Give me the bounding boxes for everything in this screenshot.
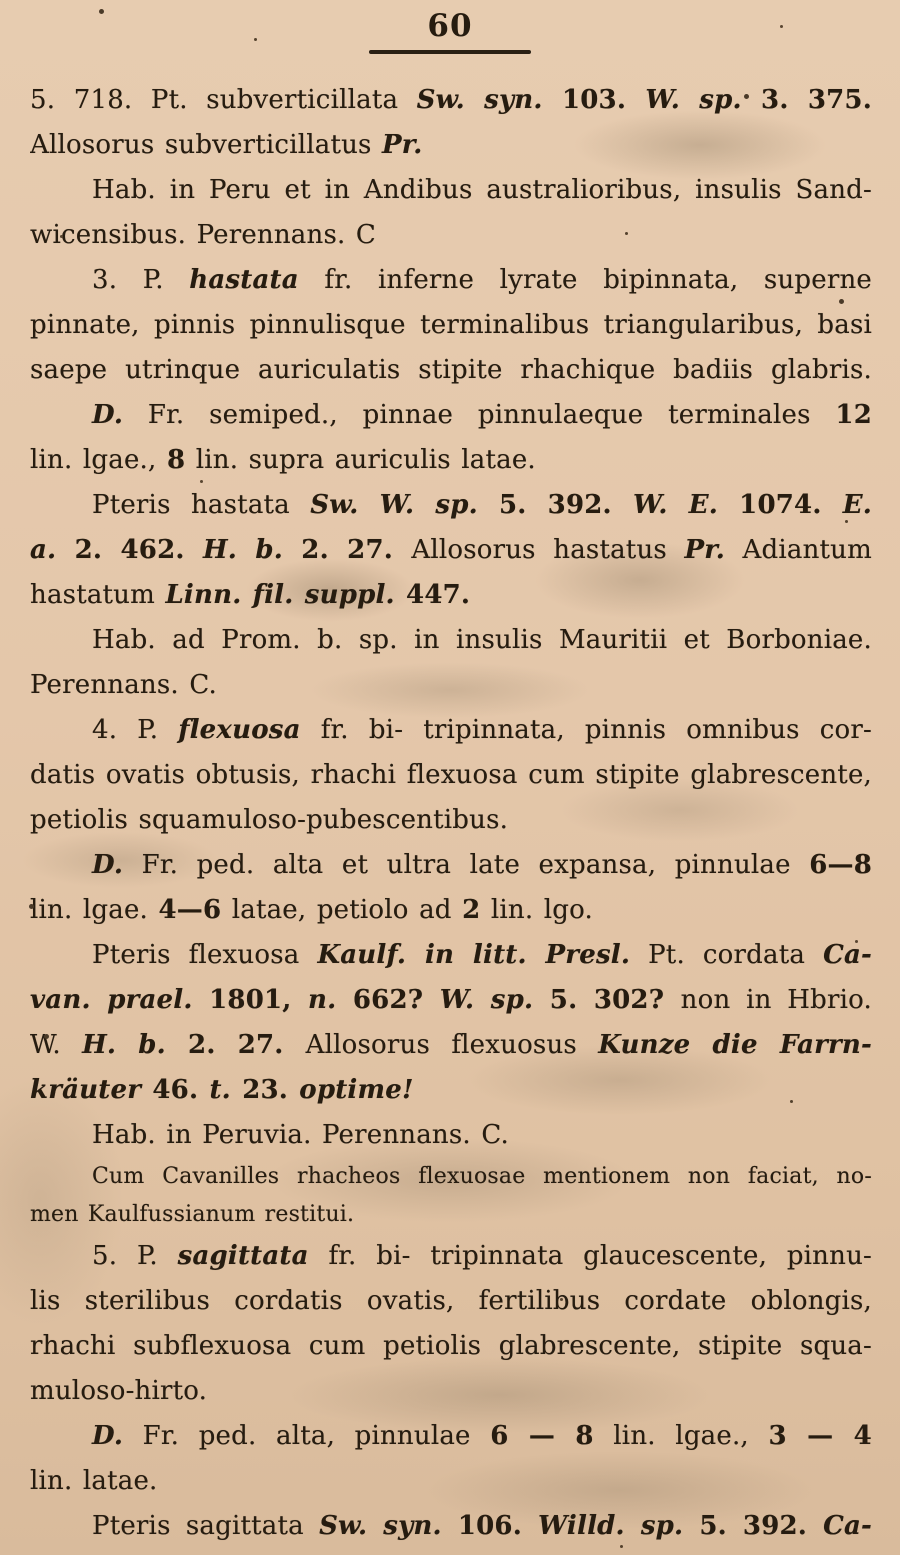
text-segment: Pr. bbox=[684, 535, 725, 565]
text-segment: wicensibus. Perennans. C bbox=[30, 220, 377, 250]
text-line bbox=[30, 888, 872, 933]
text-segment: van. prael. bbox=[30, 985, 193, 1015]
text-line bbox=[30, 1414, 872, 1459]
page-number: 60 bbox=[427, 8, 473, 44]
text-line bbox=[30, 1324, 872, 1369]
text-line bbox=[30, 1279, 872, 1324]
page-header bbox=[0, 0, 900, 54]
text-segment: Pteris hastata bbox=[92, 490, 311, 520]
text-segment: 3. P. bbox=[92, 265, 190, 295]
text-segment: n. bbox=[308, 985, 337, 1015]
paragraph bbox=[30, 1234, 872, 1414]
text-segment: fr. bi- tripinnata glaucescente, pinnu- bbox=[308, 1241, 872, 1271]
text-segment: Allosorus subverticillatus bbox=[30, 130, 383, 160]
text-segment: 4—6 bbox=[158, 895, 222, 925]
text-segment: 103. bbox=[542, 85, 646, 115]
text-segment: 6 — 8 bbox=[490, 1421, 594, 1451]
text-segment: W. sp. bbox=[645, 85, 742, 115]
text-segment: latae, petiolo ad bbox=[221, 895, 463, 925]
text-segment: 3 — 4 bbox=[768, 1421, 872, 1451]
text-line bbox=[30, 1369, 872, 1414]
text-line bbox=[30, 798, 872, 843]
text-segment: Fr. semiped., pinnae pinnulaeque terminales bbox=[123, 400, 836, 430]
paragraph bbox=[30, 1414, 872, 1504]
text-segment: lin. lgae., bbox=[30, 445, 167, 475]
text-segment: sagittata bbox=[177, 1241, 309, 1271]
text-segment: 2. 27. bbox=[282, 535, 412, 565]
text-line bbox=[30, 663, 872, 708]
text-segment: Kunze die Farrn- bbox=[598, 1030, 872, 1060]
text-segment: Hab. ad Prom. b. sp. in insulis Mauritii et Borboniae. bbox=[92, 625, 872, 655]
text-segment: Allosorus hastatus bbox=[411, 535, 685, 565]
text-segment: H. b. bbox=[202, 535, 283, 565]
text-segment: 23. bbox=[230, 1075, 300, 1105]
text-line bbox=[30, 123, 872, 168]
text-segment: pinnate, pinnis pinnulisque terminalibus triangularibus, basi bbox=[30, 310, 872, 340]
text-line bbox=[30, 213, 872, 258]
text-segment: lin. lgae., bbox=[593, 1421, 769, 1451]
text-segment: rhachi subflexuosa cum petiolis glabrescente, stipite squa- bbox=[30, 1331, 872, 1361]
text-segment: 46. bbox=[141, 1075, 210, 1105]
text-segment: muloso-hirto. bbox=[30, 1376, 208, 1406]
text-segment: t. bbox=[209, 1075, 231, 1105]
paragraph bbox=[30, 1158, 872, 1234]
text-segment: 3. 375. bbox=[741, 85, 872, 115]
text-line bbox=[30, 168, 872, 213]
text-segment: 662? bbox=[336, 985, 440, 1015]
paragraph bbox=[30, 933, 872, 1113]
text-segment: H. b. bbox=[82, 1030, 166, 1060]
text-segment: Fr. ped. alta, pinnulae bbox=[123, 1421, 491, 1451]
paragraph bbox=[30, 483, 872, 618]
text-segment: W. sp. bbox=[439, 985, 534, 1015]
text-segment: 106. bbox=[441, 1511, 538, 1541]
text-segment: D. bbox=[92, 1421, 124, 1451]
text-line bbox=[30, 618, 872, 663]
text-segment: a. bbox=[30, 535, 57, 565]
text-segment: 5. P. bbox=[92, 1241, 178, 1271]
text-segment: Perennans. C. bbox=[30, 670, 217, 700]
text-segment: Pteris flexuosa bbox=[92, 940, 318, 970]
text-line bbox=[30, 1023, 872, 1068]
text-line bbox=[30, 573, 872, 618]
text-line bbox=[30, 708, 872, 753]
text-segment: Pt. cordata bbox=[630, 940, 824, 970]
text-line bbox=[30, 1504, 872, 1549]
text-segment: lin. lgo. bbox=[480, 895, 594, 925]
text-line bbox=[30, 1068, 872, 1113]
text-line bbox=[30, 528, 872, 573]
text-segment: 2 bbox=[462, 895, 481, 925]
text-line bbox=[30, 1196, 872, 1234]
text-line bbox=[30, 78, 872, 123]
text-segment: E. bbox=[842, 490, 872, 520]
text-segment: 1074. bbox=[718, 490, 843, 520]
text-segment: petiolis squamuloso-pubescentibus. bbox=[30, 805, 509, 835]
text-segment: 2. 462. bbox=[56, 535, 203, 565]
text-segment: Cum Cavanilles rhacheos flexuosae mentionem non faciat, no- bbox=[92, 1164, 872, 1189]
text-line bbox=[30, 843, 872, 888]
text-segment: 6—8 bbox=[809, 850, 872, 880]
text-segment: Hab. in Peruvia. Perennans. C. bbox=[92, 1120, 509, 1150]
paragraph bbox=[30, 1504, 872, 1549]
text-segment: lin. latae. bbox=[30, 1466, 158, 1496]
text-segment: Hab. in Peru et in Andibus australioribus, insulis Sand- bbox=[92, 175, 872, 205]
text-segment: Kaulf. in litt. Presl. bbox=[317, 940, 631, 970]
text-segment: W. bbox=[30, 1030, 83, 1060]
text-segment: 4. P. bbox=[92, 715, 179, 745]
paragraph bbox=[30, 618, 872, 708]
text-segment: fr. inferne lyrate bipinnata, superne bbox=[298, 265, 872, 295]
text-line bbox=[30, 978, 872, 1023]
text-segment: Sw. syn. bbox=[416, 85, 543, 115]
paragraph bbox=[30, 78, 872, 168]
text-line bbox=[30, 483, 872, 528]
text-segment: fr. bi- tripinnata, pinnis omnibus cor- bbox=[300, 715, 872, 745]
paragraph bbox=[30, 1113, 872, 1158]
text-segment: D. bbox=[92, 850, 124, 880]
text-segment: 5. 718. Pt. subverticillata bbox=[30, 85, 417, 115]
text-line bbox=[30, 438, 872, 483]
paragraph bbox=[30, 168, 872, 258]
text-segment: flexuosa bbox=[178, 715, 301, 745]
paragraph bbox=[30, 393, 872, 483]
text-line bbox=[30, 753, 872, 798]
paragraph bbox=[30, 843, 872, 933]
text-segment: datis ovatis obtusis, rhachi flexuosa cum stipite glabrescente, bbox=[30, 760, 872, 790]
text-segment: Sw. syn. bbox=[319, 1511, 442, 1541]
text-segment: saepe utrinque auriculatis stipite rhachique badiis glabris. bbox=[30, 355, 872, 385]
text-segment: Sw. W. sp. bbox=[310, 490, 478, 520]
text-segment: 5. 392. bbox=[477, 490, 633, 520]
text-segment: Pteris sagittata bbox=[92, 1511, 320, 1541]
text-segment: Ca- bbox=[823, 1511, 872, 1541]
text-segment: 2. 27. bbox=[165, 1030, 306, 1060]
text-segment: 8 bbox=[166, 445, 186, 475]
text-segment: lin. supra auriculis latae. bbox=[185, 445, 536, 475]
text-segment: Adiantum bbox=[725, 535, 872, 565]
text-line bbox=[30, 1459, 872, 1504]
text-line bbox=[30, 1158, 872, 1196]
text-segment: 5. 392. bbox=[683, 1511, 824, 1541]
text-line bbox=[30, 393, 872, 438]
paragraph bbox=[30, 708, 872, 843]
paragraph bbox=[30, 258, 872, 393]
text-line bbox=[30, 348, 872, 393]
text-segment: D. bbox=[92, 400, 124, 430]
header-rule bbox=[369, 50, 531, 54]
text-line bbox=[30, 933, 872, 978]
text-segment: optime! bbox=[299, 1075, 414, 1105]
text-segment: Willd. sp. bbox=[537, 1511, 684, 1541]
text-segment: Linn. fil. suppl. bbox=[165, 580, 395, 610]
text-segment: lis sterilibus cordatis ovatis, fertilibus cordate oblongis, bbox=[30, 1286, 872, 1316]
text-segment: kräuter bbox=[30, 1075, 142, 1105]
text-segment: Allosorus flexuosus bbox=[305, 1030, 599, 1060]
text-line bbox=[30, 303, 872, 348]
text-segment: hastata bbox=[189, 265, 299, 295]
text-segment: 447. bbox=[394, 580, 471, 610]
text-segment: non in Hbrio. bbox=[680, 985, 872, 1015]
text-segment: Ca- bbox=[823, 940, 872, 970]
text-line bbox=[30, 1234, 872, 1279]
text-segment: men Kaulfussianum restitui. bbox=[30, 1202, 355, 1227]
text-line bbox=[30, 258, 872, 303]
text-segment: W. E. bbox=[632, 490, 718, 520]
text-segment: 5. 302? bbox=[533, 985, 681, 1015]
text-segment: Pr. bbox=[382, 130, 423, 160]
text-line bbox=[30, 1113, 872, 1158]
text-segment: hastatum bbox=[30, 580, 166, 610]
text-segment: lin. lgae. bbox=[30, 895, 159, 925]
text-segment: 12 bbox=[835, 400, 872, 430]
text-segment: Fr. ped. alta et ultra late expansa, pinnulae bbox=[123, 850, 810, 880]
text-segment: 1801, bbox=[192, 985, 309, 1015]
text-body bbox=[0, 78, 900, 1549]
